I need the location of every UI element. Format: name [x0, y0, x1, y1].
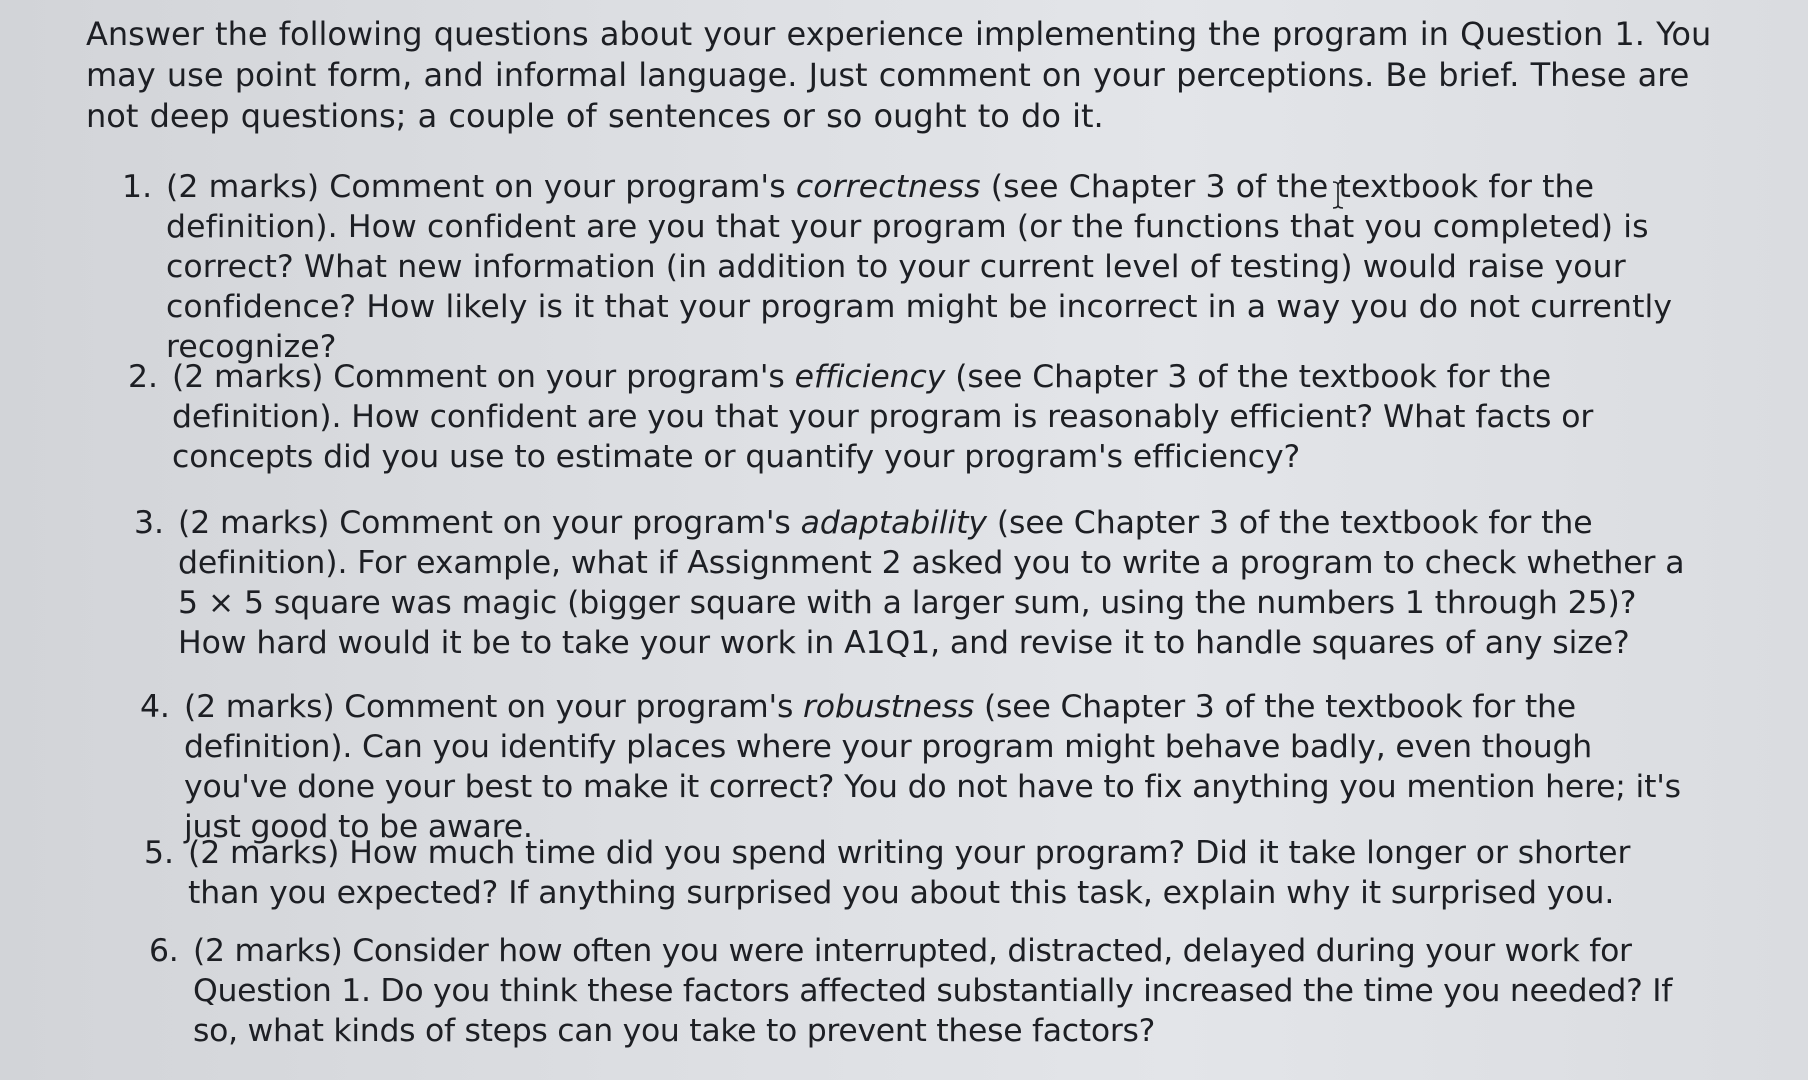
- text-cursor-icon: [1330, 180, 1346, 210]
- question-number: 5.: [144, 835, 174, 871]
- question-body: (see Chapter 3 of the textbook for the definition). Can you identify places where your program might behave badly, even though you've done your best to make it correct? You do not have to fix anything you mention here; it's just good to be aware.: [184, 689, 1681, 845]
- question-body: (see Chapter 3 of the textbook for the definition). How confident are you that your program (or the functions that you completed) is correct? What new information (in addition to your current level of testing) would raise your confidence? How likely is it that your program might be incorrect in a way you do not currently recognize?: [166, 169, 1673, 365]
- instructions-paragraph: Answer the following questions about your experience implementing the program in Question 1. You may use point form, and informal language. Just comment on your perceptions. Be brief. These are not deep questions; a couple of sentences or so ought to do it.: [86, 15, 1712, 135]
- question-number: 1.: [122, 169, 153, 205]
- question-prefix: (2 marks) Comment on your program's: [166, 169, 796, 205]
- question-item: [128, 357, 1702, 477]
- question-item: [134, 503, 1698, 663]
- question-item: [122, 167, 1706, 367]
- question-number: 4.: [140, 689, 170, 725]
- question-item: [149, 931, 1688, 1051]
- question-term: adaptability: [800, 505, 987, 541]
- question-prefix: (2 marks) Comment on your program's: [184, 689, 804, 725]
- question-item: [144, 833, 1688, 913]
- question-term: efficiency: [794, 359, 946, 395]
- question-item: [140, 687, 1694, 847]
- question-prefix: (2 marks) How much time did you spend writing your program? Did it take longer or shorter than you expected? If anything surprised you about this task, explain why it surprised you.: [188, 835, 1631, 911]
- question-prefix: (2 marks) Comment on your program's: [178, 505, 801, 541]
- question-prefix: (2 marks) Consider how often you were interrupted, distracted, delayed during your work for Question 1. Do you think these factors affected substantially increased the time you needed? If so, what kinds of steps can you take to prevent these factors?: [193, 933, 1673, 1049]
- question-prefix: (2 marks) Comment on your program's: [172, 359, 795, 395]
- question-body: (see Chapter 3 of the textbook for the definition). For example, what if Assignment 2 asked you to write a program to check whether a 5 × 5 square was magic (bigger square with a larger sum, using the numbers 1 through 25)? How hard would it be to take your work in A1Q1, and revise it to handle squares of any size?: [178, 505, 1685, 661]
- question-number: 2.: [128, 359, 158, 395]
- question-term: robustness: [803, 689, 975, 725]
- question-number: 6.: [149, 933, 179, 969]
- question-term: correctness: [795, 169, 981, 205]
- question-body: (see Chapter 3 of the textbook for the definition). How confident are you that your program is reasonably efficient? What facts or concepts did you use to estimate or quantify your program's efficiency?: [172, 359, 1594, 475]
- question-number: 3.: [134, 505, 164, 541]
